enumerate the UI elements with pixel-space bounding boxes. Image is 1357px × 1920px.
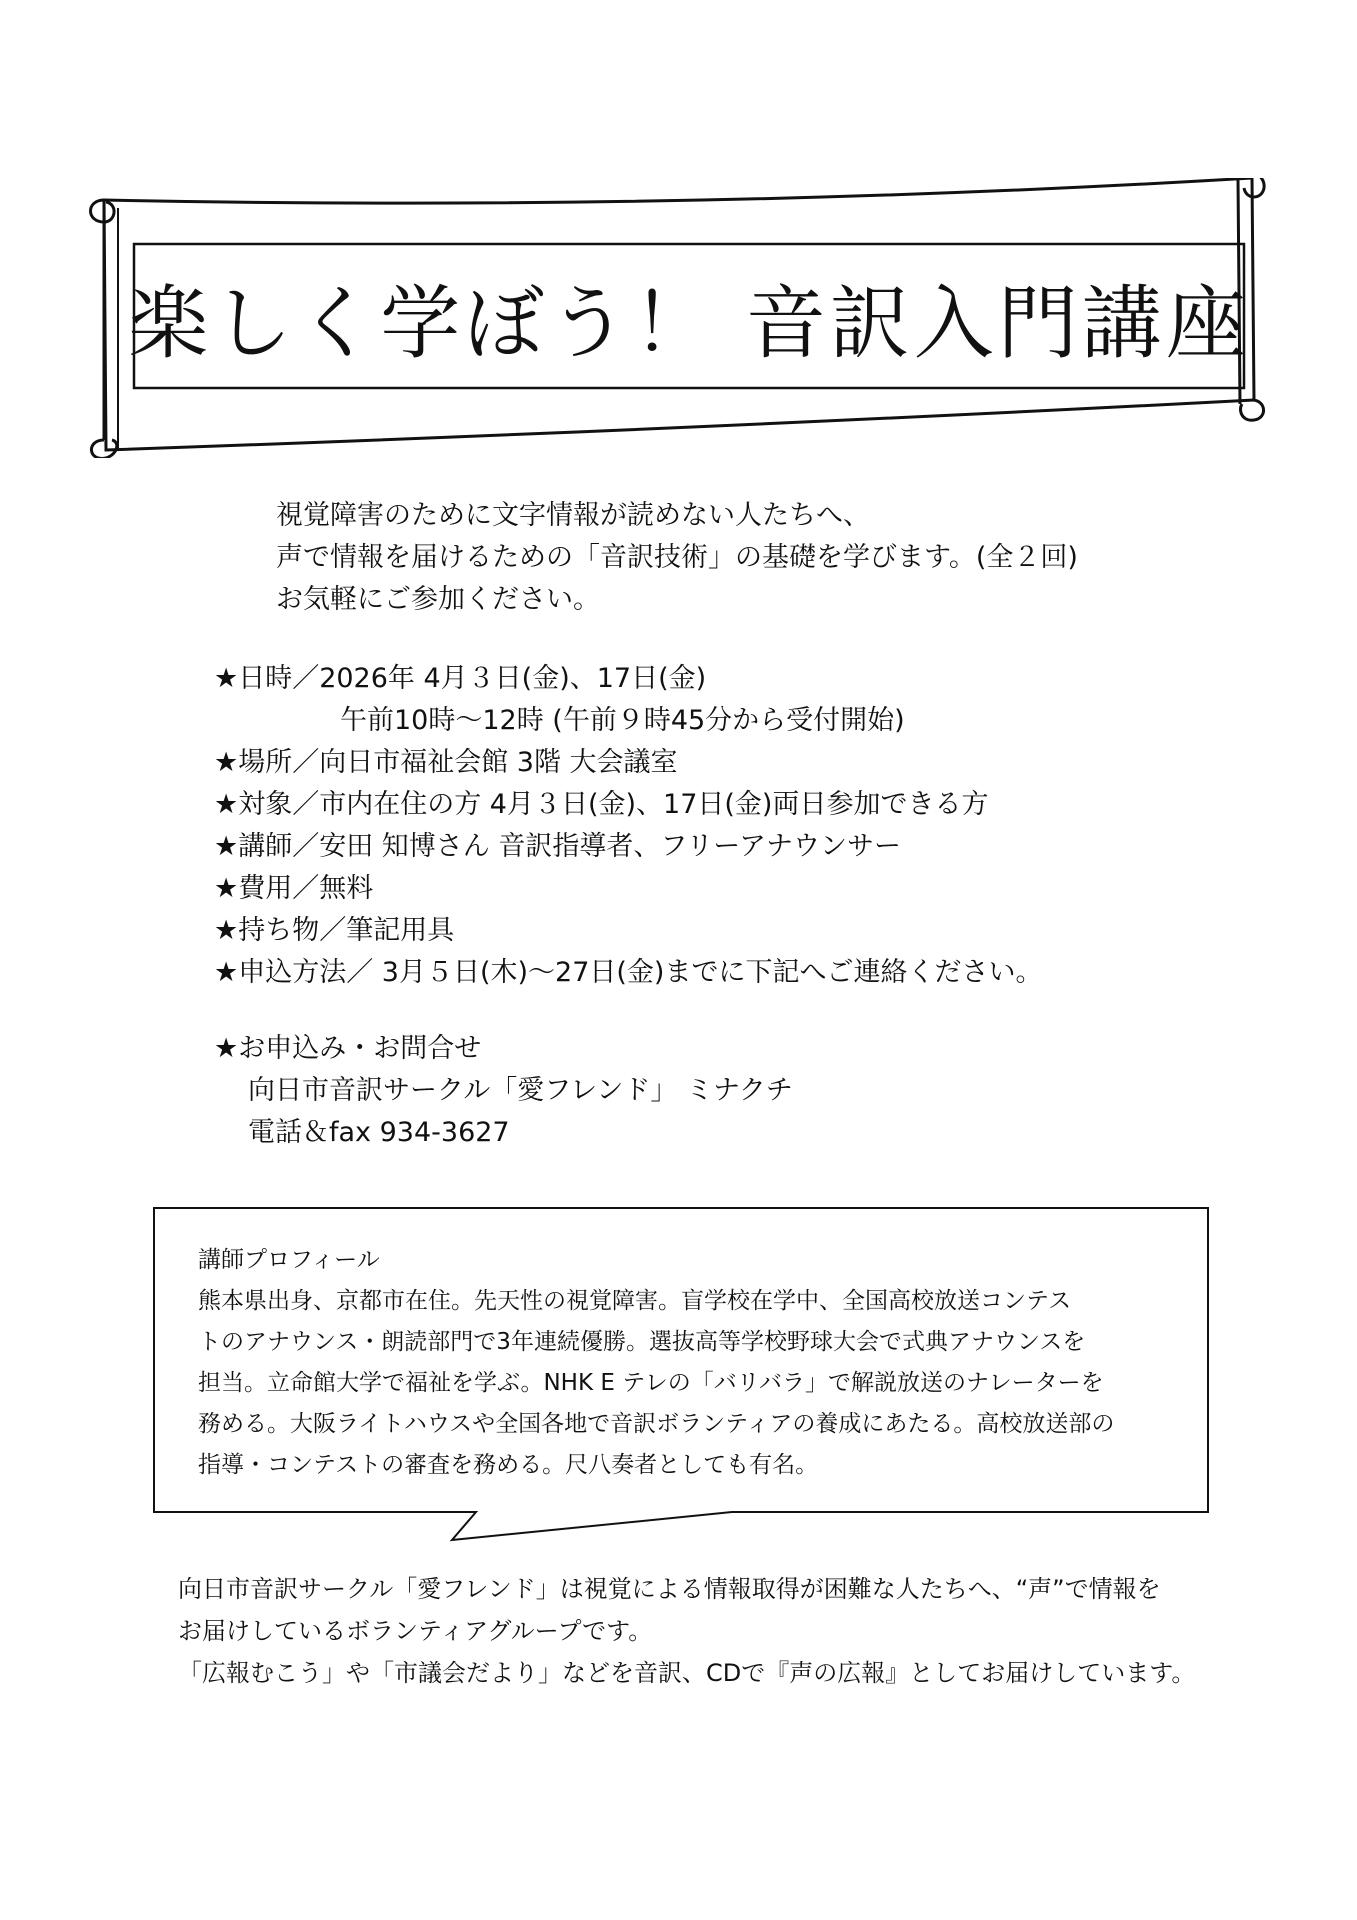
contact-phone: 電話＆fax 934-3627 bbox=[248, 1117, 510, 1148]
intro-line: 声で情報を届けるための「音訳技術」の基礎を学びます。(全２回) bbox=[276, 542, 1078, 573]
intro-line: お気軽にご参加ください。 bbox=[276, 584, 600, 615]
detail-time: 午前10時～12時 (午前９時45分から受付開始) bbox=[340, 705, 905, 736]
profile-line: 指導・コンテストの審査を務める。尺八奏者としても有名。 bbox=[198, 1452, 819, 1478]
detail-apply: ★申込方法／ 3月５日(木)～27日(金)までに下記へご連絡ください。 bbox=[214, 957, 1043, 988]
intro-line: 視覚障害のために文字情報が読めない人たちへ、 bbox=[276, 500, 870, 531]
detail-target: ★対象／市内在住の方 4月３日(金)、17日(金)両日参加できる方 bbox=[214, 789, 989, 820]
detail-belongings: ★持ち物／筆記用具 bbox=[214, 915, 455, 946]
profile-line: 熊本県出身、京都市在住。先天性の視覚障害。盲学校在学中、全国高校放送コンテス bbox=[198, 1288, 1072, 1314]
profile-line: 担当。立命館大学で福祉を学ぶ。NHK E テレの「バリバラ」で解説放送のナレーターを bbox=[198, 1370, 1104, 1396]
event-details bbox=[214, 658, 1042, 994]
detail-fee: ★費用／無料 bbox=[214, 873, 374, 904]
title-scroll-banner bbox=[82, 178, 1274, 458]
footer-line: お届けしているボランティアグループです。 bbox=[178, 1617, 653, 1645]
footer-text bbox=[178, 1568, 1195, 1694]
lecturer-profile-box bbox=[152, 1206, 1210, 1544]
profile-line: トのアナウンス・朗読部門で3年連続優勝。選抜高等学校野球大会で式典アナウンスを bbox=[198, 1329, 1086, 1355]
contact-section bbox=[214, 1028, 793, 1154]
page-title: 楽しく学ぼう！ 音訳入門講座 bbox=[128, 276, 1250, 370]
footer-line: 「広報むこう」や「市議会だより」などを音訳、CDで『声の広報』としてお届けしています。 bbox=[178, 1659, 1196, 1687]
contact-heading: ★お申込み・お問合せ bbox=[214, 1033, 482, 1064]
footer-line: 向日市音訳サークル「愛フレンド」は視覚による情報取得が困難な人たちへ、“声”で情報を bbox=[178, 1575, 1161, 1603]
contact-org: 向日市音訳サークル「愛フレンド」 ミナクチ bbox=[248, 1075, 793, 1106]
profile-text bbox=[198, 1240, 1178, 1486]
detail-lecturer: ★講師／安田 知博さん 音訳指導者、フリーアナウンサー bbox=[214, 831, 901, 862]
profile-line: 務める。大阪ライトハウスや全国各地で音訳ボランティアの養成にあたる。高校放送部の bbox=[198, 1411, 1115, 1437]
profile-heading: 講師プロフィール bbox=[198, 1247, 380, 1273]
title-box bbox=[128, 244, 1250, 388]
intro-text bbox=[276, 495, 1078, 621]
detail-place: ★場所／向日市福祉会館 3階 大会議室 bbox=[214, 747, 678, 778]
detail-datetime: ★日時／2026年 4月３日(金)、17日(金) bbox=[214, 663, 707, 694]
